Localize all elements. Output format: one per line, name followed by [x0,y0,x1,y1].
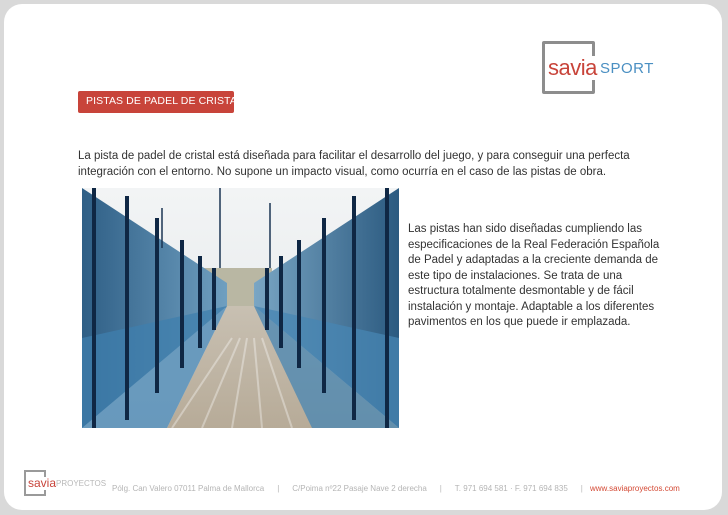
document-page [4,4,722,510]
footer-street: C/Poima nº22 Pasaje Nave 2 derecha [292,484,427,493]
savia-sport-logo [540,41,652,99]
glass-padel-court-corridor-photo [82,188,399,428]
footer-address: Pólg. Can Valero 07011 Palma de Mallorca [112,484,265,493]
footer-separator: | [439,484,442,493]
footer-phone: T. 971 694 581 · F. 971 694 835 [454,484,568,493]
footer-website-link[interactable]: www.saviaproyectos.com [590,484,680,493]
section-title-tag [78,91,243,113]
footer-logo-proyectos: PROYECTOS [56,479,107,488]
section-title: PISTAS DE PADEL DE CRISTAL [86,95,243,107]
footer-separator: | [277,484,280,493]
savia-proyectos-logo [24,470,107,500]
footer-logo-savia: savia [28,476,57,490]
logo-sport-text: SPORT [600,60,654,77]
footer-contact [112,483,596,495]
intro-paragraph: La pista de padel de cristal está diseñada para facilitar el desarrollo del juego, y para conseguir una perfecta integración con el entorno. No supone un impacto visual, como ocurría en el caso de las pistas de obra. [78,150,630,178]
logo-savia-text: savia [548,55,597,80]
padel-court-photo [82,188,399,428]
footer-separator: | [580,484,583,493]
body-paragraph: Las pistas han sido diseñadas cumpliendo las especificaciones de la Real Federación Española de Padel y adaptadas a la creciente demanda de este tipo de instalaciones. Se trata de una estructura totalmente desmontable y de fácil instalación y montaje. Adaptable a los diferentes pavimentos en los que puede ir emplazada. [408,223,660,328]
